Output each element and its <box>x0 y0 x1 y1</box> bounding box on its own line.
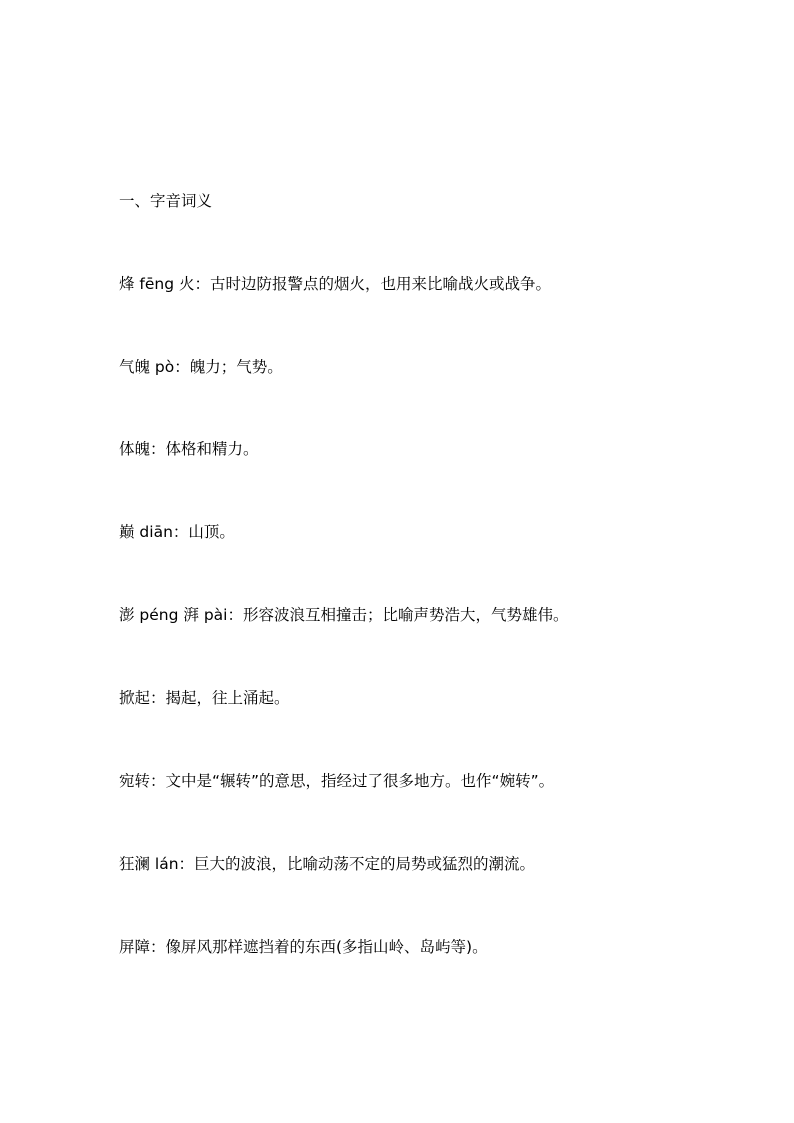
vocab-entry-xianqi: 掀起：揭起，往上涌起。 <box>119 689 290 707</box>
vocab-entry-pingzhang: 屏障：像屏风那样遮挡着的东西(多指山岭、岛屿等)。 <box>119 938 488 956</box>
vocab-entry-wanzhuan: 宛转：文中是“辗转”的意思，指经过了很多地方。也作“婉转”。 <box>119 772 555 790</box>
vocab-entry-qipo: 气魄 pò：魄力；气势。 <box>119 358 283 376</box>
vocab-entry-tipo: 体魄：体格和精力。 <box>119 440 259 458</box>
vocab-entry-fenghuo: 烽 fēng 火：古时边防报警点的烟火，也用来比喻战火或战争。 <box>119 275 552 293</box>
section-heading: 一、字音词义 <box>119 192 213 210</box>
vocab-entry-kuanglan: 狂澜 lán：巨大的波浪，比喻动荡不定的局势或猛烈的潮流。 <box>119 855 536 873</box>
vocab-entry-pengpai: 澎 péng 湃 pài：形容波浪互相撞击；比喻声势浩大，气势雄伟。 <box>119 606 569 624</box>
vocab-entry-dian: 巅 diān：山顶。 <box>119 523 235 541</box>
